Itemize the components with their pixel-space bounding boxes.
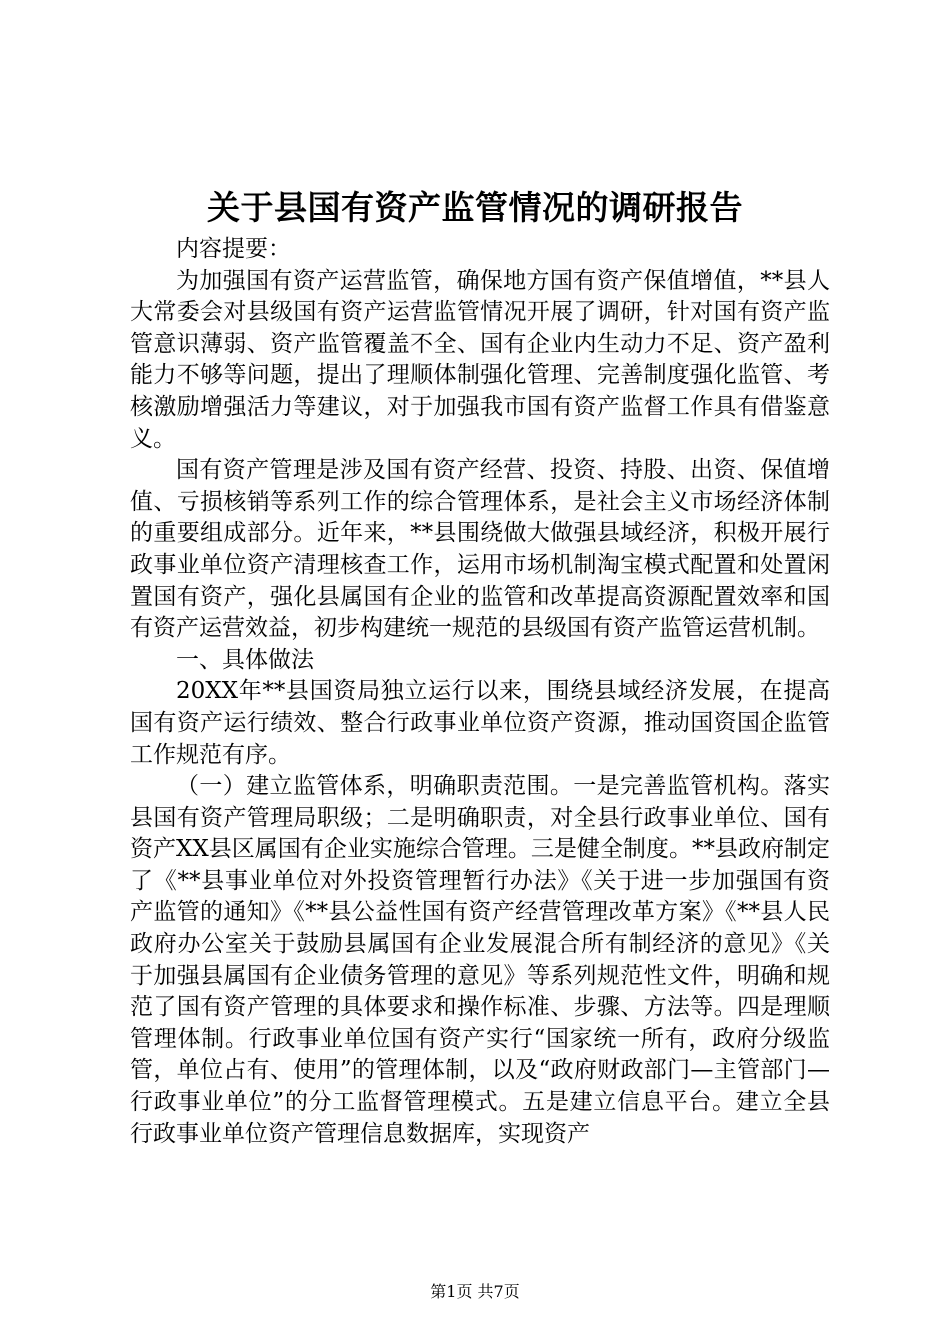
document-body [130,234,830,1150]
page-number-footer: 第1页 共7页 [430,1282,520,1301]
section-heading: 一、具体做法 [176,646,314,673]
abstract-label: 内容提要： [176,236,291,262]
abstract-paragraph: 为加强国有资产运营监管，确保地方国有资产保值增值，**县人大常委会对县级国有资产运营监管情况开展了调研，针对国有资产监管意识薄弱、资产监管覆盖不全、国有企业内生动力不足、资产盈利能力不够等问题，提出了理顺体制强化管理、完善制度强化监管、考核激励增强活力等建议，对于加强我市国有资产监督工作具有借鉴意义。 [130,267,830,452]
section-intro-paragraph: 20XX年**县国资局独立运行以来，围绕县域经济发展，在提高国有资产运行绩效、整合行政事业单位资产资源，推动国资国企监管工作规范有序。 [130,678,830,768]
document-title: 关于县国有资产监管情况的调研报告 [207,188,743,227]
subsection-paragraph: （一）建立监管体系，明确职责范围。一是完善监管机构。落实县国有资产管理局职级；二是明确职责，对全县行政事业单位、国有资产XX县区属国有企业实施综合管理。三是健全制度。**县政府制定了《**县事业单位对外投资管理暂行办法》《关于进一步加强国有资产监管的通知》《**县公益性国有资产经营管理改革方案》《**县人民政府办公室关于鼓励县属国有企业发展混合所有制经济的意见》《关于加强县属国有企业债务管理的意见》等系列规范性文件，明确和规范了国有资产管理的具体要求和操作标准、步骤、方法等。四是理顺管理体制。行政事业单位国有资产实行“国家统一所有，政府分级监管，单位占有、使用”的管理体制，以及“政府财政部门—主管部门—行政事业单位”的分工监督管理模式。五是建立信息平台。建立全县行政事业单位资产管理信息数据库，实现资产 [130,773,830,1147]
intro-paragraph: 国有资产管理是涉及国有资产经营、投资、持股、出资、保值增值、亏损核销等系列工作的综合管理体系，是社会主义市场经济体制的重要组成部分。近年来，**县围绕做大做强县域经济，积极开展行政事业单位资产清理核查工作，运用市场机制淘宝模式配置和处置闲置国有资产，强化县属国有企业的监管和改革提高资源配置效率和国有资产运营效益，初步构建统一规范的县级国有资产监管运营机制。 [130,457,830,642]
